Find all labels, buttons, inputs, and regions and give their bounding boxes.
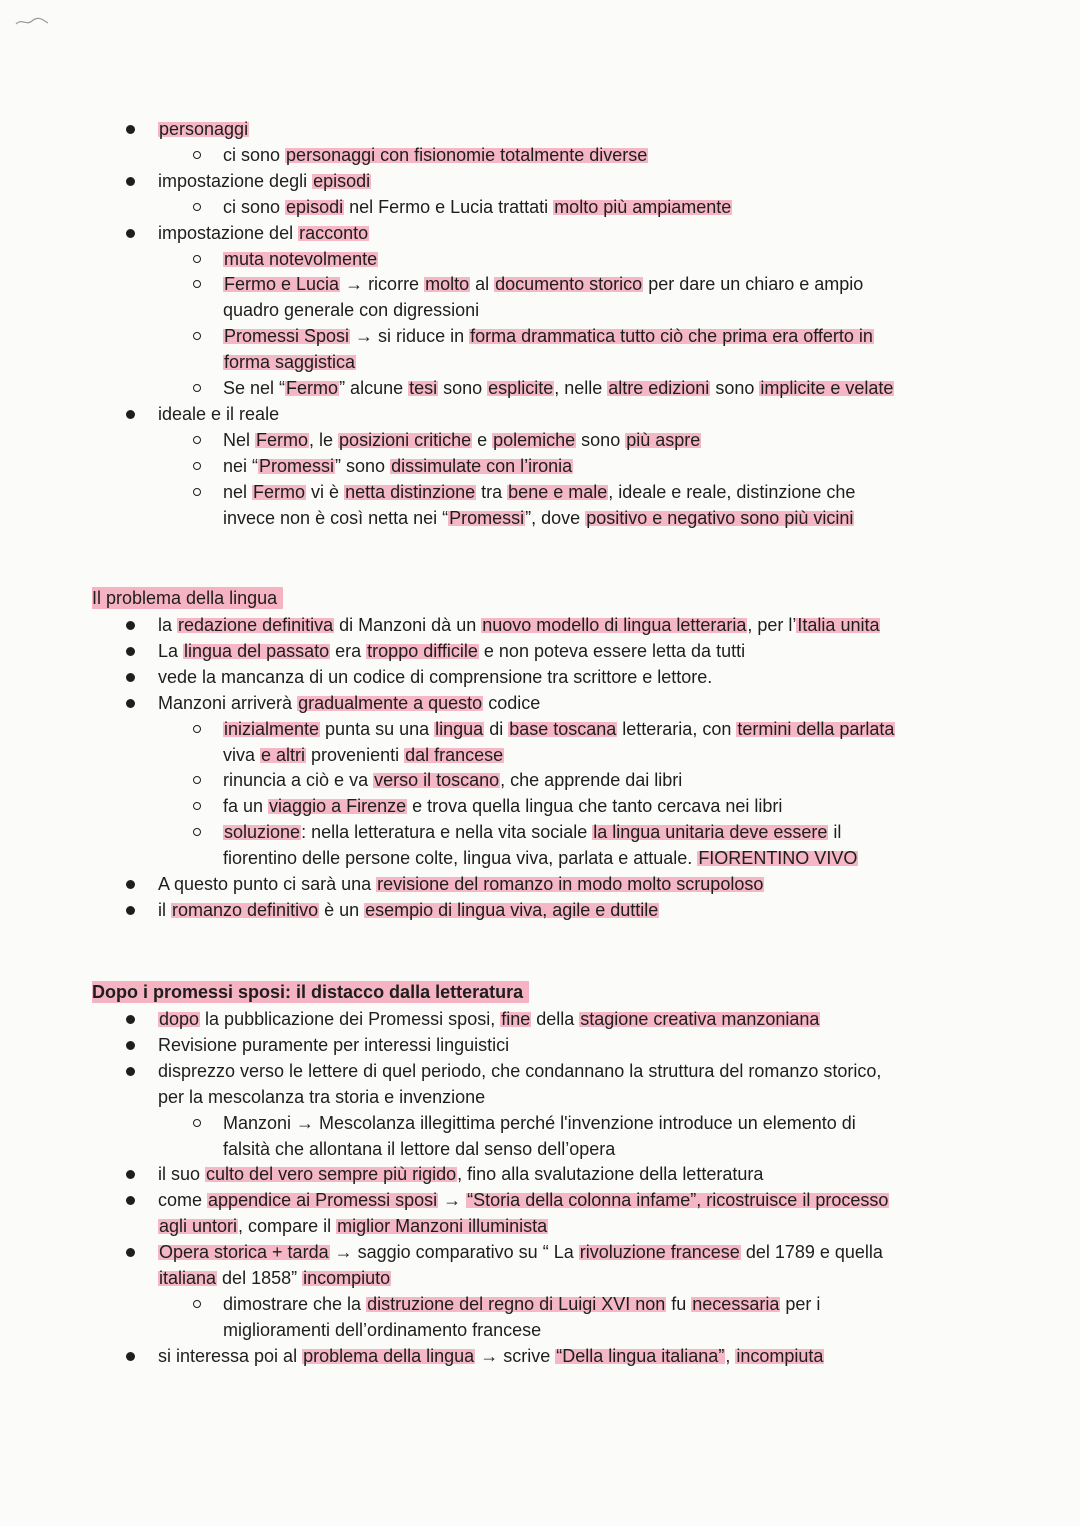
bullet-circle-icon [193,436,201,444]
bullet-line [158,1058,881,1084]
highlighted-text: troppo difficile [367,640,478,661]
text-segment: , fino alla svalutazione della letteratura [457,1164,764,1185]
text-segment: vede la mancanza di un codice di comprensione tra scrittore e lettore. [158,666,713,687]
sub-bullet-line [223,716,895,742]
sub-bullet-line [223,793,782,819]
sub-bullet-line [223,1291,820,1317]
text-segment: impostazione degli [158,170,313,191]
highlighted-text: appendice ai Promessi sposi [208,1190,438,1211]
text-segment: come [158,1190,208,1211]
highlighted-text: incompiuto [303,1268,391,1288]
text-segment: ideale e il reale [158,403,280,424]
highlighted-text: miglior Manzoni illuminista [337,1216,548,1237]
pencil-scribble-icon [14,14,60,28]
highlighted-text: episodi [286,196,344,217]
bullet-line [158,1084,485,1110]
sub-bullet-line [223,1136,615,1162]
sub-bullet-line [223,767,682,793]
highlighted-text: lingua [435,718,484,739]
bullet-circle-icon [193,462,201,470]
text-segment: fu [666,1293,692,1314]
text-segment: del 1789 e quella [740,1242,883,1263]
bullet-circle-icon [193,151,201,159]
highlighted-text: dissimulate con l’ironia [391,455,573,476]
highlighted-text: forma drammatica tutto ciò che prima era offerto in [470,326,873,347]
sub-bullet-line [223,349,356,375]
text-segment: ci sono [223,196,286,217]
sub-bullet-line [223,819,841,845]
sub-bullet-line [223,142,648,168]
highlighted-text: posizioni critiche [339,429,472,450]
text-segment: nei “ [223,455,259,476]
highlighted-text: episodi [313,170,371,191]
highlighted-text: dopo [159,1009,200,1029]
highlighted-text: tesi [409,378,438,398]
highlighted-text: Fermo e Lucia [224,274,340,295]
text-segment: → [438,1190,467,1211]
text-segment: → ricorre [340,274,425,295]
text-segment: , per l’ [747,615,797,635]
text-segment: disprezzo verso le lettere di quel periodo, che condannano la struttura del romanzo storico, [158,1060,882,1081]
bullet-dot-icon [126,1015,135,1024]
bullet-dot-icon [126,621,135,630]
bullet-circle-icon [193,488,201,496]
bullet-dot-icon [126,906,135,915]
bullet-dot-icon [126,673,135,682]
text-segment: fa un [223,796,269,817]
text-segment: Manzoni arriverà [158,692,298,713]
text-segment: il suo [158,1164,206,1185]
highlighted-text: la lingua unitaria deve essere [593,822,828,843]
sub-bullet-line [223,1317,541,1343]
bullet-circle-icon [193,203,201,211]
text-segment: → si riduce in [350,326,470,347]
bullet-circle-icon [193,725,201,733]
text-segment: si interessa poi al [158,1345,303,1366]
highlighted-text: italiana [159,1268,217,1288]
highlighted-text: verso il toscano [374,770,500,791]
bullet-dot-icon [126,1196,135,1205]
highlighted-text: nuovo modello di lingua letteraria [482,615,747,635]
section-heading: Dopo i promessi sposi: il distacco dalla letteratura [92,979,529,1005]
highlighted-text: forma saggistica [224,352,356,373]
highlighted-text: Fermo [253,481,306,502]
bullet-line [158,664,712,690]
highlighted-text: positivo e negativo sono più vicini [586,507,854,528]
highlighted-text: soluzione [224,822,301,843]
text-segment: codice [483,692,541,713]
text-segment: Manzoni → Mescolanza illegittima perché l'invenzione introduce un elemento di [223,1112,856,1133]
bullet-line [158,871,764,897]
highlighted-text: altre edizioni [608,378,710,398]
text-segment: viva [223,744,261,765]
sub-bullet-line [223,505,854,531]
bullet-dot-icon [126,229,135,238]
bullet-circle-icon [193,332,201,340]
text-segment: nel [223,481,253,502]
text-segment: rinuncia a ciò e va [223,770,374,791]
highlighted-text: dal francese [405,744,504,765]
text-segment: Nel [223,429,256,450]
text-segment: e non poteva essere letta da tutti [478,640,746,661]
bullet-circle-icon [193,1300,201,1308]
highlighted-text: netta distinzione [345,481,476,502]
text-segment: è un [319,899,365,920]
highlighted-text: viaggio a Firenze [269,796,407,817]
bullet-dot-icon [126,699,135,708]
bullet-line [158,116,249,142]
sub-bullet-line [223,479,855,505]
highlighted-text: e altri [261,744,306,765]
highlighted-text: personaggi con fisionomie totalmente diverse [286,144,648,165]
text-segment: la [158,615,178,635]
text-segment: sono [710,378,760,398]
highlighted-text: culto del vero sempre più rigido [206,1164,457,1185]
text-segment: la pubblicazione dei Promessi sposi, [200,1009,501,1029]
highlighted-text: Promessi Sposi [224,326,350,347]
highlighted-text: muta notevolmente [224,248,378,269]
text-segment: della [531,1009,580,1029]
bullet-line [158,1032,509,1058]
highlighted-text: redazione definitiva [178,615,334,635]
sub-bullet-line [223,453,573,479]
text-segment: di [484,718,509,739]
bullet-circle-icon [193,1119,201,1127]
bullet-line [158,1239,883,1265]
bullet-dot-icon [126,1352,135,1361]
text-segment: miglioramenti dell’ordinamento francese [223,1319,542,1340]
highlighted-text: inizialmente [224,718,320,739]
bullet-line [158,1213,548,1239]
highlighted-text: problema della lingua [303,1345,475,1366]
sub-bullet-line [223,194,732,220]
bullet-circle-icon [193,828,201,836]
bullet-dot-icon [126,880,135,889]
text-segment: vi è [306,481,345,502]
bullet-dot-icon [126,125,135,134]
text-segment: → scrive [475,1345,556,1366]
highlighted-text: stagione creativa manzoniana [580,1009,820,1029]
bullet-line [158,690,540,716]
highlighted-text: bene e male [508,481,608,502]
text-segment: → saggio comparativo su “ La [329,1242,579,1263]
text-segment: e trova quella lingua che tanto cercava nei libri [407,796,783,817]
highlighted-text: fine [501,1009,531,1029]
sub-bullet-line [223,1110,856,1136]
text-segment: A questo punto ci sarà una [158,874,377,894]
highlighted-text: “Storia della colonna infame”, ricostruisce il processo [467,1190,889,1211]
bullet-line [158,1187,889,1213]
text-segment: , compare il [238,1216,337,1237]
sub-bullet-line [223,845,858,871]
highlighted-text: distruzione del regno di Luigi XVI non [367,1293,666,1314]
text-segment: quadro generale con digressioni [223,300,480,321]
highlighted-text: “Della lingua italiana” [556,1345,725,1366]
text-segment: del 1858” [217,1268,303,1288]
text-segment: era [330,640,367,661]
highlighted-text: Italia unita [797,615,880,635]
text-segment: per i [780,1293,821,1314]
highlighted-text: agli untori [159,1216,238,1237]
text-segment: : nella letteratura e nella vita sociale [301,822,593,843]
text-segment: Revisione puramente per interessi linguistici [158,1034,510,1055]
text-segment: Se nel “ [223,378,286,398]
text-segment: ”, dove [525,507,586,528]
bullet-circle-icon [193,776,201,784]
text-segment: , [725,1345,736,1366]
text-segment: il [828,822,842,843]
bullet-line [158,638,745,664]
text-segment: nel Fermo e Lucia trattati [344,196,554,217]
bullet-line [158,612,880,638]
bullet-line [158,401,279,427]
text-segment: ” alcune [339,378,409,398]
highlighted-text: gradualmente a questo [298,692,483,713]
highlighted-text: implicite e velate [760,378,894,398]
highlighted-text: Fermo [286,378,339,398]
text-segment: al [470,274,495,295]
text-segment: per la mescolanza tra storia e invenzione [158,1086,486,1107]
highlighted-text: necessaria [692,1293,780,1314]
highlighted-text: molto [425,274,470,295]
highlighted-text: lingua del passato [184,640,330,661]
text-segment: fiorentino delle persone colte, lingua viva, parlata e attuale. [223,848,698,869]
text-segment: punta su una [320,718,435,739]
text-segment: per dare un chiaro e ampio [643,274,864,295]
highlighted-text: revisione del romanzo in modo molto scrupoloso [377,874,764,894]
bullet-circle-icon [193,255,201,263]
bullet-dot-icon [126,1248,135,1257]
bullet-dot-icon [126,1170,135,1179]
text-segment: il [158,899,171,920]
bullet-dot-icon [126,177,135,186]
text-segment: La [158,640,184,661]
highlighted-text: romanzo definitivo [172,899,319,920]
sub-bullet-line [223,323,874,349]
highlighted-text: FIORENTINO VIVO [698,848,858,869]
highlighted-text: molto più ampiamente [554,196,732,217]
bullet-line [158,1265,391,1291]
text-segment: ” sono [335,455,391,476]
text-segment: tra [476,481,508,502]
bullet-circle-icon [193,280,201,288]
sub-bullet-line [223,271,863,297]
text-segment: , nelle [554,378,608,398]
section-heading: Il problema della lingua [92,585,283,611]
highlighted-text: Promessi [449,507,525,528]
text-segment: di Manzoni dà un [334,615,482,635]
highlighted-text: termini della parlata [737,718,895,739]
bullet-circle-icon [193,802,201,810]
highlighted-text: Opera storica + tarda [159,1242,329,1263]
highlighted-text: polemiche [493,429,576,450]
bullet-circle-icon [193,384,201,392]
bullet-line [158,168,371,194]
highlighted-text: esplicite [488,378,554,398]
highlighted-text: racconto [299,222,369,243]
text-segment: , che apprende dai libri [500,770,683,791]
sub-bullet-line [223,297,479,323]
text-segment: provenienti [306,744,405,765]
highlighted-text: base toscana [509,718,617,739]
bullet-line [158,1343,824,1369]
text-segment: , le [309,429,339,450]
highlighted-text: rivoluzione francese [579,1242,740,1263]
bullet-line [158,897,659,923]
text-segment: e [472,429,493,450]
text-segment: falsità che allontana il lettore dal senso dell’opera [223,1138,616,1159]
highlighted-text: Fermo [256,429,309,450]
bullet-dot-icon [126,1041,135,1050]
bullet-line [158,220,369,246]
highlighted-text: personaggi [159,119,249,139]
text-segment: dimostrare che la [223,1293,367,1314]
bullet-dot-icon [126,410,135,419]
sub-bullet-line [223,427,701,453]
highlighted-text: esempio di lingua viva, agile e duttile [365,899,659,920]
text-segment: letteraria, con [617,718,737,739]
text-segment: , ideale e reale, distinzione che [608,481,856,502]
text-segment: sono [576,429,626,450]
highlighted-text: più aspre [626,429,701,450]
sub-bullet-line [223,742,504,768]
highlighted-text: Promessi [259,455,335,476]
bullet-dot-icon [126,647,135,656]
sub-bullet-line [223,375,894,401]
highlighted-text: documento storico [495,274,643,295]
text-segment: sono [438,378,488,398]
text-segment: ci sono [223,144,286,165]
text-segment: invece non è così netta nei “ [223,507,449,528]
bullet-line [158,1006,820,1032]
bullet-line [158,1161,763,1187]
bullet-dot-icon [126,1067,135,1076]
highlighted-text: incompiuta [736,1345,824,1366]
sub-bullet-line [223,246,378,272]
text-segment: impostazione del [158,222,299,243]
